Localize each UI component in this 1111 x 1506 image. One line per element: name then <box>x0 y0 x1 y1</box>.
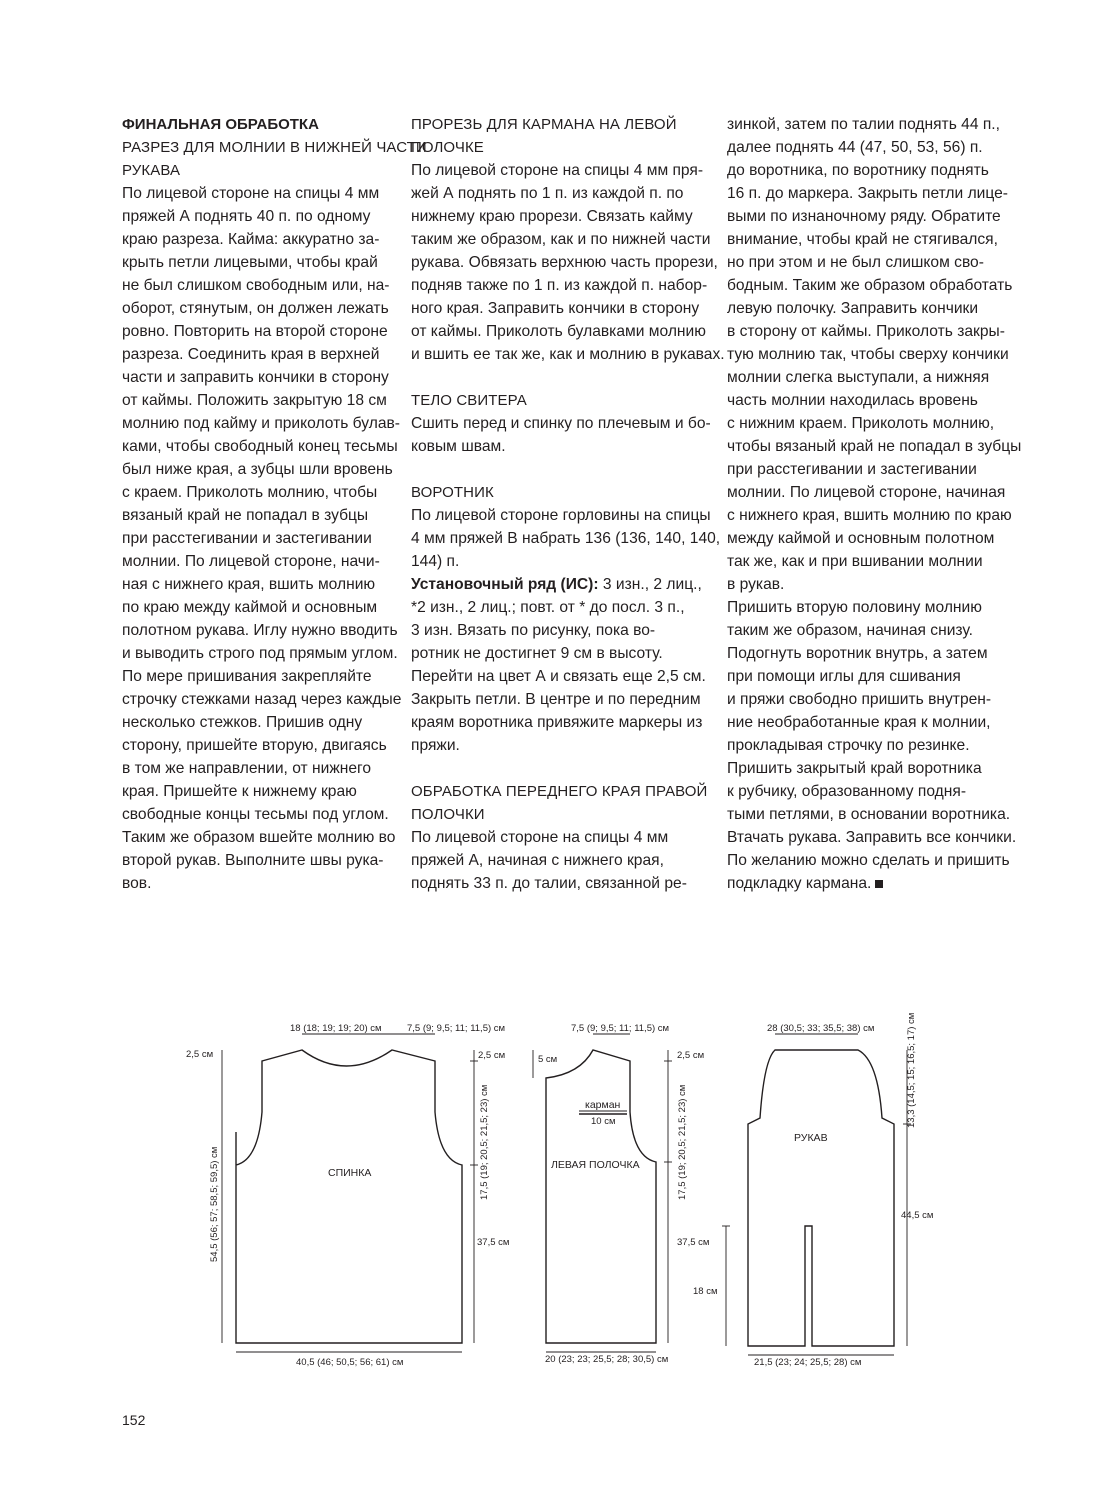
text-line: жей А поднять по 1 п. из каждой п. по <box>411 185 684 202</box>
text-line: сторону, пришейте вторую, двигаясь <box>122 737 387 754</box>
sleeve-label: РУКАВ <box>794 1132 828 1144</box>
sleeve-dim-right-cap: 13,3 (14,5; 15; 16,5; 17) см <box>906 1012 917 1128</box>
text-line: молнии. По лицевой стороне, начиная <box>727 484 1006 501</box>
text-line: в рукав. <box>727 576 785 593</box>
text-line: ная с нижнего края, вшить молнию <box>122 576 376 593</box>
text-line: 4 мм пряжей В набрать 136 (136, 140, 140, <box>411 530 721 547</box>
text-line: поднять 33 п. до талии, связанной ре- <box>411 875 687 892</box>
text-line: вов. <box>122 875 152 892</box>
text-line: нижнему краю прорези. Связать кайму <box>411 208 693 225</box>
text-line: тую молнию так, чтобы сверху кончики <box>727 346 1009 363</box>
text-line: между каймой и основным полотном <box>727 530 995 547</box>
text-line: разреза. Соединить края в верхней <box>122 346 380 363</box>
sleeve-dim-top: 28 (30,5; 33; 35,5; 38) см <box>767 1023 875 1034</box>
text-line: при расстегивании и застегивании <box>727 461 977 478</box>
text-line: 16 п. до маркера. Закрыть петли лице- <box>727 185 1008 202</box>
text-line: подняв также по 1 п. из каждой п. набор- <box>411 277 708 294</box>
text-line: Сшить перед и спинку по плечевым и бо- <box>411 415 711 432</box>
text-line: бодным. Таким же образом обработать <box>727 277 1013 294</box>
text-line: так же, как и при вшивании молнии <box>727 553 983 570</box>
text-line: По лицевой стороне на спицы 4 мм <box>411 829 669 846</box>
text-line: пряжей А поднять 40 п. по одному <box>122 208 371 225</box>
text-line: полотном рукава. Иглу нужно вводить <box>122 622 398 639</box>
front-dim-top: 7,5 (9; 9,5; 11; 11,5) см <box>571 1023 670 1034</box>
back-outline <box>236 1050 462 1343</box>
sleeve-dim-left-slit: 18 см <box>693 1286 718 1297</box>
text-line: часть молнии находилась вровень <box>727 392 978 409</box>
text-line: Втачать рукава. Заправить все кончики. <box>727 829 1017 846</box>
text-line: Перейти на цвет А и связать еще 2,5 см. <box>411 668 706 685</box>
page-number: 152 <box>122 1412 146 1428</box>
sleeve-outline <box>748 1050 894 1346</box>
text-line: краю разреза. Кайма: аккуратно за- <box>122 231 380 248</box>
text-line: Закрыть петли. В центре и по передним <box>411 691 701 708</box>
text-line: несколько стежков. Пришив одну <box>122 714 363 731</box>
text-line: вязаный край не попадал в зубцы <box>122 507 369 524</box>
text-line: свободные концы тесьмы под углом. <box>122 806 389 823</box>
collar-setup-row: Установочный ряд (ИС): 3 изн., 2 лиц., <box>411 576 702 593</box>
text-line: с нижним краем. Приколоть молнию, <box>727 415 995 432</box>
text-line: ровно. Повторить на второй стороне <box>122 323 388 340</box>
text-line: от каймы. Положить закрытую 18 см <box>122 392 387 409</box>
text-line: прокладывая строчку по резинке. <box>727 737 970 754</box>
back-dim-right-top: 2,5 см <box>478 1050 506 1061</box>
pocket-heading: ПОЛОЧКЕ <box>411 139 484 156</box>
front-dim-right-mid: 17,5 (19; 20,5; 21,5; 23) см <box>677 1084 688 1200</box>
text-line: части и заправить кончики в сторону <box>122 369 389 386</box>
text-line: внимание, чтобы край не стягивался, <box>727 231 998 248</box>
back-dim-top-left: 18 (18; 19; 19; 20) см <box>290 1023 382 1034</box>
text-line: края. Пришейте к нижнему краю <box>122 783 357 800</box>
text-line: Таким же образом вшейте молнию во <box>122 829 396 846</box>
text-line: с краем. Приколоть молнию, чтобы <box>122 484 378 501</box>
text-line: и выводить строго под прямым углом. <box>122 645 398 662</box>
text-line: был ниже края, а зубцы шли вровень <box>122 461 393 478</box>
text-line: ние необработанные края к молнии, <box>727 714 991 731</box>
text-line: и вшить ее так же, как и молнию в рукавах. <box>411 346 725 363</box>
text-line: По лицевой стороне на спицы 4 мм <box>122 185 380 202</box>
left-front-label: ЛЕВАЯ ПОЛОЧКА <box>551 1159 640 1171</box>
text-line: к рубчику, образованному подня- <box>727 783 967 800</box>
text-line: молнии. По лицевой стороне, начи- <box>122 553 380 570</box>
text-line: молнии слегка выступали, а нижняя <box>727 369 990 386</box>
text-line: и пряжи свободно пришить внутрен- <box>727 691 992 708</box>
text-line: Подогнуть воротник внутрь, а затем <box>727 645 988 662</box>
front-dim-right-top: 2,5 см <box>677 1050 705 1061</box>
back-dim-right-bottom: 37,5 см <box>477 1237 510 1248</box>
sleeve-dim-bottom: 21,5 (23; 24; 25,5; 28) см <box>754 1357 862 1368</box>
text-line: по краю между каймой и основным <box>122 599 378 616</box>
text-line: крыть петли лицевыми, чтобы край <box>122 254 378 271</box>
text-line: 144) п. <box>411 553 460 570</box>
text-line: таким же образом, начиная снизу. <box>727 622 973 639</box>
text-line: не был слишком свободным или, на- <box>122 277 390 294</box>
front-edge-heading: ПОЛОЧКИ <box>411 806 485 823</box>
section-heading: ФИНАЛЬНАЯ ОБРАБОТКА <box>122 116 319 133</box>
back-dim-right-mid: 17,5 (19; 20,5; 21,5; 23) см <box>479 1084 490 1200</box>
back-label: СПИНКА <box>328 1167 372 1179</box>
text-line: По лицевой стороне горловины на спицы <box>411 507 711 524</box>
body-heading: ТЕЛО СВИТЕРА <box>411 392 527 409</box>
text-line: ного края. Заправить кончики в сторону <box>411 300 700 317</box>
text-line: ковым швам. <box>411 438 506 455</box>
left-front-outline <box>546 1050 656 1343</box>
text-line: второй рукав. Выполните швы рука- <box>122 852 384 869</box>
text-line: с нижнего края, вшить молнию по краю <box>727 507 1012 524</box>
front-dim-right-bottom: 37,5 см <box>677 1237 710 1248</box>
text-line: пряжей А, начиная с нижнего края, <box>411 852 664 869</box>
text-line: но при этом и не был слишком сво- <box>727 254 984 271</box>
front-dim-left-top: 5 см <box>538 1054 558 1065</box>
text-line: от каймы. Приколоть булавками молнию <box>411 323 706 340</box>
text-line: пряжи. <box>411 737 460 754</box>
back-dim-left-top: 2,5 см <box>186 1049 214 1060</box>
pocket-label: карман <box>585 1099 621 1111</box>
text-line: выми по изнаночному ряду. Обратите <box>727 208 1001 225</box>
text-line: строчку стежками назад через каждые <box>122 691 402 708</box>
text-line: подкладку кармана. <box>727 872 1037 895</box>
text-line: Пришить вторую половину молнию <box>727 599 982 616</box>
text-line: до воротника, по воротнику поднять <box>727 162 989 179</box>
text-line: чтобы вязаный край не попадал в зубцы <box>727 438 1022 455</box>
text-line: По лицевой стороне на спицы 4 мм пря- <box>411 162 704 179</box>
text-line: таким же образом, как и по нижней части <box>411 231 711 248</box>
text-line: зинкой, затем по талии поднять 44 п., <box>727 116 1000 133</box>
text-line: 3 изн. Вязать по рисунку, пока во- <box>411 622 656 639</box>
text-line: краям воротника привяжите маркеры из <box>411 714 703 731</box>
collar-heading: ВОРОТНИК <box>411 484 494 501</box>
text-line: ками, чтобы свободный конец тесьмы <box>122 438 398 455</box>
pocket-dim: 10 см <box>591 1116 616 1127</box>
text-line: оборот, стянутым, он должен лежать <box>122 300 389 317</box>
text-line: рукава. Обвязать верхнюю часть прорези, <box>411 254 718 271</box>
pocket-heading: ПРОРЕЗЬ ДЛЯ КАРМАНА НА ЛЕВОЙ <box>411 116 677 133</box>
subheading-line: РАЗРЕЗ ДЛЯ МОЛНИИ В НИЖНЕЙ ЧАСТИ <box>122 139 427 156</box>
sleeve-dim-right-mid: 44,5 см <box>901 1210 934 1221</box>
text-line: *2 изн., 2 лиц.; повт. от * до посл. 3 п., <box>411 599 685 616</box>
back-dim-top-right: 7,5 (9; 9,5; 11; 11,5) см <box>407 1023 506 1034</box>
text-line: в сторону от каймы. Приколоть закры- <box>727 323 1005 340</box>
text-line: тыми петлями, в основании воротника. <box>727 806 1011 823</box>
text-line: при расстегивании и застегивании <box>122 530 372 547</box>
text-line: По желанию можно сделать и пришить <box>727 852 1010 869</box>
front-dim-bottom: 20 (23; 23; 25,5; 28; 30,5) см <box>545 1354 669 1365</box>
text-line: Пришить закрытый край воротника <box>727 760 982 777</box>
text-line: далее поднять 44 (47, 50, 53, 56) п. <box>727 139 983 156</box>
text-line: в том же направлении, от нижнего <box>122 760 372 777</box>
text-line: при помощи иглы для сшивания <box>727 668 961 685</box>
back-dim-left: 54,5 (56; 57; 58,5; 59,5) см <box>209 1146 220 1262</box>
front-edge-heading: ОБРАБОТКА ПЕРЕДНЕГО КРАЯ ПРАВОЙ <box>411 783 708 800</box>
back-dim-bottom: 40,5 (46; 50,5; 56; 61) см <box>296 1357 404 1368</box>
text-line: ротник не достигнет 9 см в высоту. <box>411 645 663 662</box>
text-line: молнию под кайму и приколоть булав- <box>122 415 400 432</box>
subheading-line: РУКАВА <box>122 162 181 179</box>
text-line: По мере пришивания закрепляйте <box>122 668 372 685</box>
text-line: левую полочку. Заправить кончики <box>727 300 979 317</box>
